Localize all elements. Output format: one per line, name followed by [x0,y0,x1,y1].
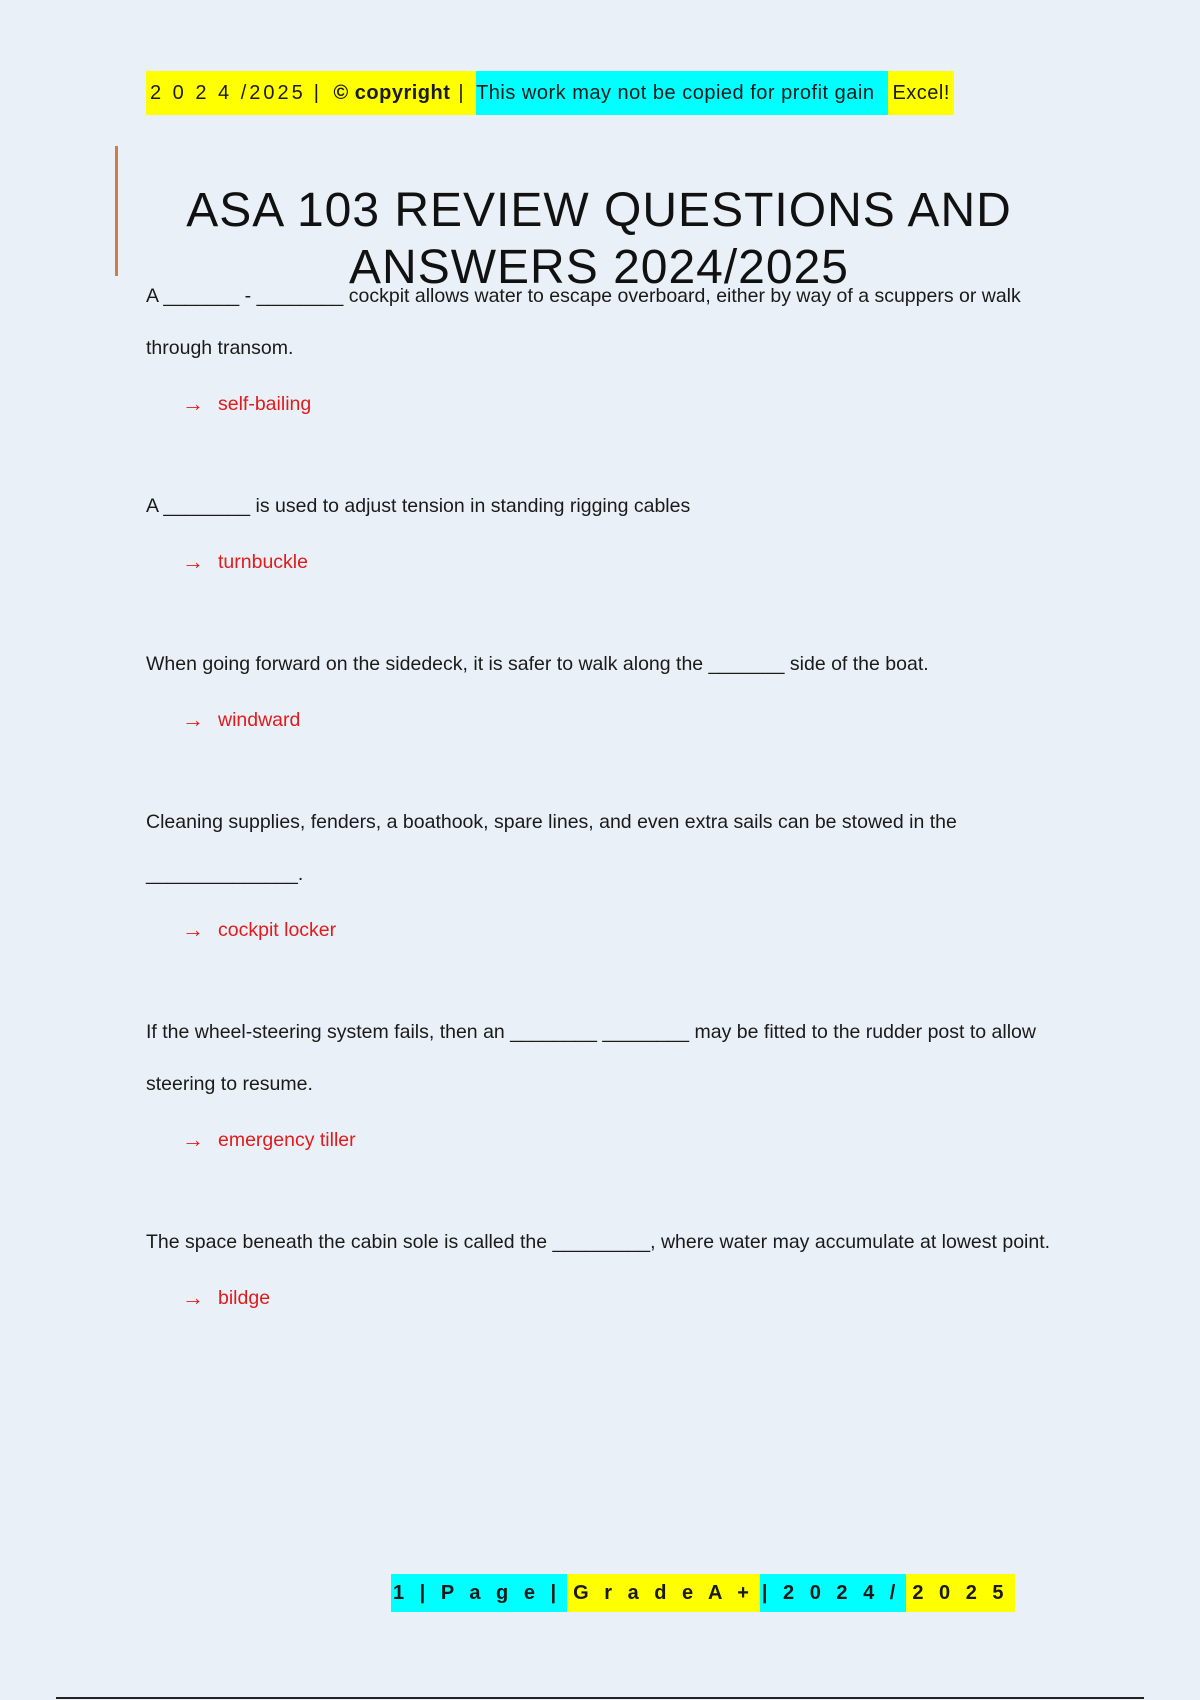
footer-year-start: | 2 0 2 4 / [760,1574,906,1612]
question-text: A _______ - ________ cockpit allows water to escape overboard, either by way of a scuppers or walk through transom. [146,285,1021,359]
header-year: 2 0 2 4 /2025 [150,81,306,104]
header-copyright: © copyright [333,81,451,104]
answer-text: emergency tiller [218,1128,356,1151]
qa-item [146,1216,1066,1318]
qa-item [146,270,1066,424]
question-text: Cleaning supplies, fenders, a boathook, spare lines, and even extra sails can be stowed in the ______________. [146,811,957,885]
arrow-icon: → [182,917,204,942]
qa-item [146,638,1066,740]
document-title: ASA 103 REVIEW QUESTIONS AND ANSWERS 2024/2025 [186,184,1012,295]
answer-row [182,1120,1066,1160]
bottom-divider [56,1697,1144,1699]
question-text: The space beneath the cabin sole is called the _________, where water may accumulate at lowest point. [146,1231,1051,1253]
qa-item [146,796,1066,950]
question-text: When going forward on the sidedeck, it is safer to walk along the _______ side of the boat. [146,653,929,675]
answer-text: windward [218,708,301,731]
arrow-icon: → [182,707,204,732]
header-cyan-highlight [476,71,888,115]
header-notice: This work may not be copied for profit gain [476,81,875,104]
qa-item [146,480,1066,582]
answer-text: bildge [218,1286,271,1309]
arrow-icon: → [182,1127,204,1152]
answer-text: turnbuckle [218,550,308,573]
copyright-header [146,71,954,115]
answer-row [182,384,1066,424]
qa-item [146,1006,1066,1160]
header-yellow-highlight [146,71,476,115]
qa-list [146,270,1066,1318]
footer-page-number: 1 | P a g e | [391,1574,567,1612]
header-excel: Excel! [888,71,953,115]
title-accent-bar [115,146,118,276]
answer-row [182,700,1066,740]
answer-text: self-bailing [218,392,312,415]
question-text: A ________ is used to adjust tension in standing rigging cables [146,495,691,517]
arrow-icon: → [182,549,204,574]
page-footer [391,1574,1015,1612]
arrow-icon: → [182,1285,204,1310]
header-separator: | [458,81,465,104]
question-text: If the wheel-steering system fails, then an ________ ________ may be fitted to the rudder post to allow steering to resume. [146,1021,1036,1095]
answer-row [182,910,1066,950]
arrow-icon: → [182,391,204,416]
answer-row [182,1278,1066,1318]
answer-text: cockpit locker [218,918,337,941]
footer-year-end: 2 0 2 5 [906,1574,1014,1612]
answer-row [182,542,1066,582]
header-separator: | [313,81,320,104]
footer-grade: G r a d e A + [567,1574,760,1612]
